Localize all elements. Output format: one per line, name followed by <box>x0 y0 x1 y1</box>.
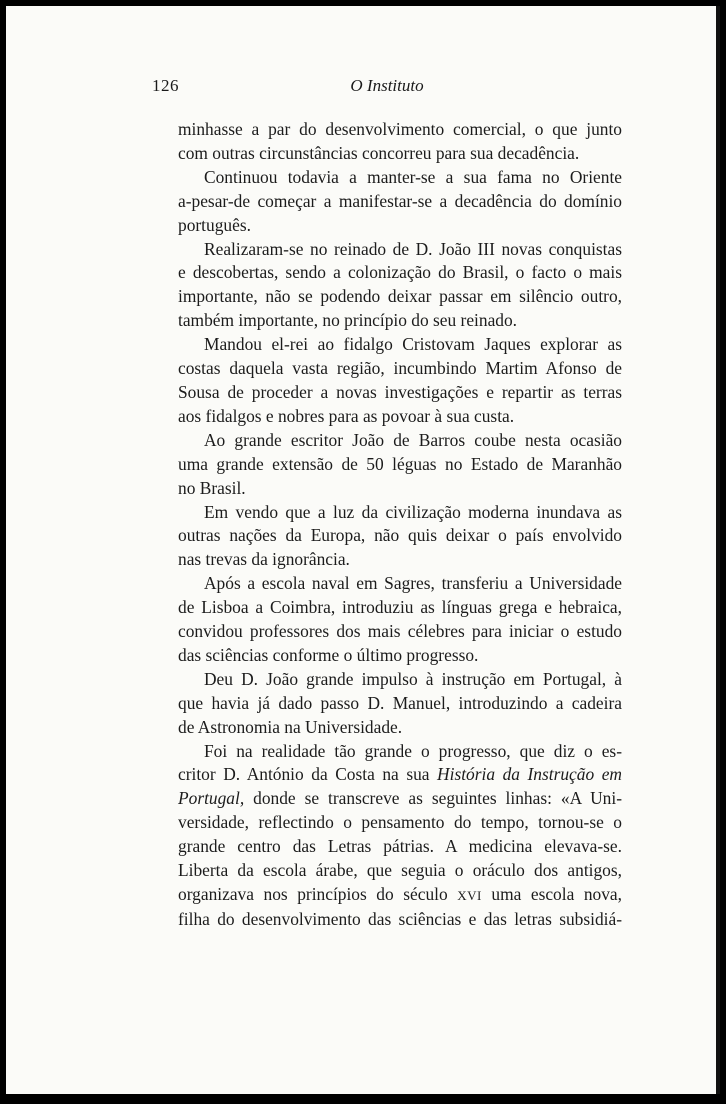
text-line: Ao grande escritor João de Barros coube nesta ocasião <box>204 429 622 450</box>
text-line: Após a escola naval em Sagres, transferiu a Universidade <box>204 573 622 594</box>
text-line: Mandou el-rei ao fidalgo Cristovam Jaques explorar as <box>204 334 622 355</box>
text-run: donde se transcreve as seguintes linhas: «A Uni- <box>244 788 622 809</box>
paragraph <box>152 166 622 238</box>
text-run: Liberta da escola árabe, que seguia o oráculo dos antigos, <box>178 860 622 881</box>
paragraph <box>152 429 622 501</box>
text-line: português. <box>178 214 251 235</box>
text-run: organizava nos princípios do século <box>178 884 458 904</box>
text-line: outras nações da Europa, não quis deixar o país envolvido <box>178 525 622 546</box>
text-line: nas trevas da ignorância. <box>178 549 350 570</box>
text-line: das sciências conforme o último progresso. <box>178 644 479 665</box>
body-text <box>152 118 622 932</box>
book-page <box>6 6 720 1094</box>
paragraph <box>152 572 622 668</box>
paragraph <box>152 238 622 334</box>
text-line: a-pesar-de começar a manifestar-se a decadência do domínio <box>178 190 622 211</box>
text-line: minhasse a par do desenvolvimento comercial, o que junto <box>178 119 622 139</box>
paragraph <box>152 333 622 429</box>
text-line: Em vendo que a luz da civilização moderna inundava as <box>204 501 622 522</box>
running-title: O Instituto <box>350 76 424 95</box>
text-line: de Lisboa a Coimbra, introduziu as línguas grega e hebraica, <box>178 597 622 618</box>
text-line: Deu D. João grande impulso à instrução em Portugal, à <box>204 668 622 689</box>
text-run: Foi na realidade tão grande o progresso, que diz o es- <box>204 740 622 761</box>
italic-title: História da Instrução em <box>437 764 622 785</box>
text-line: que havia já dado passo D. Manuel, introduzindo a cadeira <box>178 692 622 713</box>
text-line <box>152 740 622 764</box>
text-run: versidade, reflectindo o pensamento do tempo, tornou-se o <box>178 812 622 833</box>
text-run: filha do desenvolvimento das sciências e das letras subsidiá- <box>178 908 622 929</box>
page-number: 126 <box>152 76 179 95</box>
italic-title: Portugal, <box>178 788 245 809</box>
text-line: costas daquela vasta região, incumbindo Martim Afonso de <box>178 358 622 379</box>
text-line: no Brasil. <box>178 477 246 498</box>
century-numeral: XVI <box>457 888 482 903</box>
text-line <box>152 835 622 859</box>
text-run: critor D. António da Costa na sua <box>178 764 438 785</box>
text-line <box>152 763 622 787</box>
text-line <box>152 787 622 811</box>
paragraph <box>152 118 622 166</box>
text-line: importante, não se podendo deixar passar em silêncio outro, <box>178 286 622 307</box>
paragraph <box>152 740 622 932</box>
text-line: com outras circunstâncias concorreu para sua decadência. <box>178 142 580 163</box>
text-line: de Astronomia na Universidade. <box>178 716 403 737</box>
text-line: uma grande extensão de 50 léguas no Estado de Maranhão <box>178 453 622 474</box>
text-line: Sousa de proceder a novas investigações e repartir as terras <box>178 381 622 402</box>
text-line <box>152 811 622 835</box>
text-line <box>152 859 622 883</box>
text-line: e descobertas, sendo a colonização do Brasil, o facto o mais <box>178 262 622 283</box>
text-line: Realizaram-se no reinado de D. João III novas conquistas <box>204 238 622 259</box>
text-line <box>152 883 622 908</box>
text-line: Continuou todavia a manter-se a sua fama no Oriente <box>204 166 622 187</box>
paragraph <box>152 668 622 740</box>
text-line <box>152 908 622 932</box>
paragraph <box>152 501 622 573</box>
text-run: grande centro das Letras pátrias. A medicina elevava-se. <box>178 836 622 857</box>
text-line: também importante, no princípio do seu reinado. <box>178 310 518 331</box>
text-line: convidou professores dos mais célebres para iniciar o estudo <box>178 621 622 642</box>
page-header <box>152 76 622 102</box>
text-run: uma escola nova, <box>481 884 623 904</box>
text-line: aos fidalgos e nobres para as povoar à sua custa. <box>178 405 515 426</box>
